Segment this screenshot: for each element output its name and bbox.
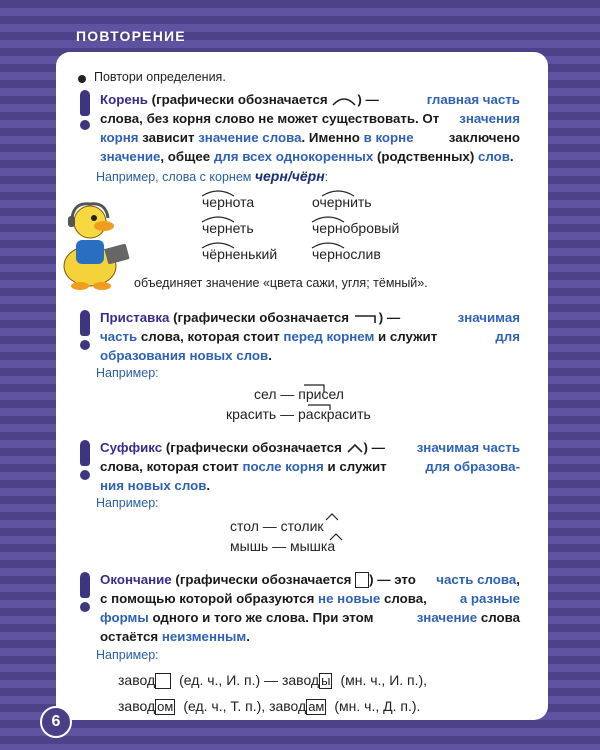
ending-example-label: Например:	[96, 648, 159, 662]
suffix-definition: Суффикс (графически обозначается ) — значимая часть слова, которая стоит после корня и служит для образова- ния новых слов.	[100, 440, 520, 493]
duck-mascot-icon	[54, 192, 134, 292]
prefix-mark-icon	[353, 312, 379, 324]
page-number: 6	[40, 706, 72, 738]
exclamation-icon	[78, 310, 92, 350]
suffix-example: стол — столик	[230, 518, 324, 534]
exclamation-icon	[78, 90, 92, 130]
suffix-marks-icon	[320, 512, 360, 542]
page-title: ПОВТОРЕНИЕ	[76, 28, 186, 44]
prefix-marks-icon	[224, 380, 394, 410]
prefix-definition: Приставка (графически обозначается ) — значимая часть слова, которая стоит перед корнем и служит для образования новых слов.	[100, 310, 520, 363]
root-example-word: очернить	[312, 194, 372, 210]
ending-example-row: завод ом (ед. ч., Т. п.), завод ам (мн. ч., Д. п.).	[118, 698, 421, 715]
root-example-word: чернобровый	[312, 220, 400, 236]
root-summary: объединяет значение «цвета сажи, угля; тёмный».	[134, 276, 428, 290]
root-example-word: чёрненький	[202, 246, 278, 262]
ending-mark-icon	[355, 572, 369, 588]
root-example-word: чернослив	[312, 246, 381, 262]
prefix-example: красить — раскрасить	[226, 406, 371, 422]
ending-example-row: завод (ед. ч., И. п.) — завод ы (мн. ч., И. п.),	[118, 672, 428, 689]
header-bar	[0, 22, 600, 52]
bullet-dot	[78, 75, 86, 83]
suffix-example: мышь — мышка	[230, 538, 336, 554]
intro-text: Повтори определения.	[94, 70, 226, 84]
suffix-example-label: Например:	[96, 496, 159, 510]
exclamation-icon	[78, 440, 92, 480]
ending-definition: Окончание (графически обозначается ) — это часть слова, с помощью которой образуются не новые слова, а разные формы одного и того же слова. При этом значение слова остаётся неизменным.	[100, 572, 520, 644]
root-definition: Корень (графически обозначается ) — главная часть слова, без корня слово не может существовать. От значения корня зависит значение слова. Именно в корне заключено значение, общее для всех однокоренных (родственных) слов.	[100, 92, 520, 164]
suffix-mark-icon	[346, 442, 364, 454]
root-arcs-icon	[196, 184, 416, 264]
prefix-example-label: Например:	[96, 366, 159, 380]
exclamation-icon	[78, 572, 92, 612]
root-example-word: чернеть	[202, 220, 254, 236]
root-example-word: чернота	[202, 194, 255, 210]
root-example-label: Например, слова с корнем черн/чёрн:	[96, 168, 329, 184]
root-mark-icon	[331, 93, 357, 107]
prefix-example: сел — присел	[254, 386, 344, 402]
